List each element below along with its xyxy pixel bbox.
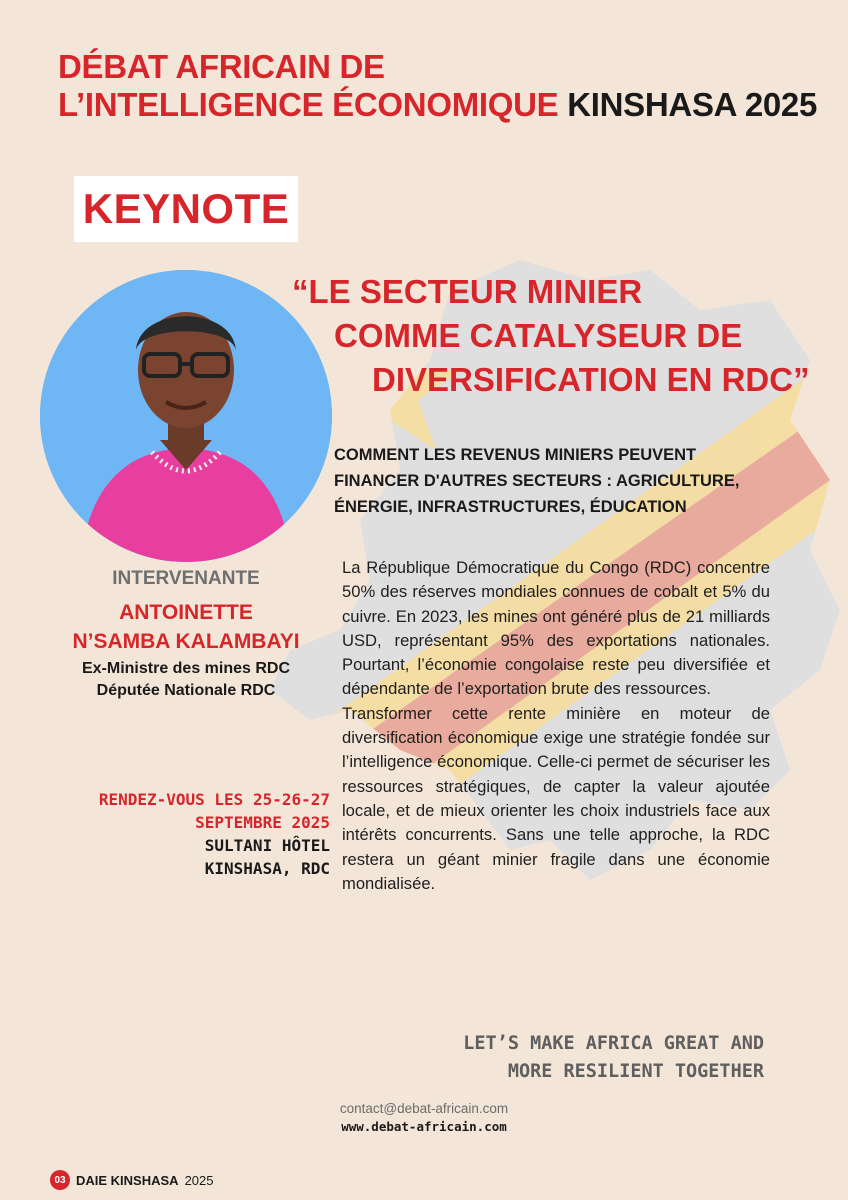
speaker-role-line2: Députée Nationale RDC — [96, 682, 276, 699]
title-line1: DÉBAT AFRICAIN DE — [58, 48, 385, 85]
event-title — [58, 48, 817, 124]
slogan — [463, 1030, 764, 1086]
title-line2-dark: KINSHASA 2025 — [567, 86, 818, 123]
contact-website[interactable]: www.debat-africain.com — [341, 1119, 507, 1134]
speaker-roles — [40, 658, 332, 702]
speaker-name-line2: N’SAMBA KALAMBAYI — [72, 630, 300, 653]
title-line2-red: L’INTELLIGENCE ÉCONOMIQUE — [58, 86, 559, 123]
quote-line2: COMME CATALYSEUR DE — [334, 317, 743, 354]
quote-line3: DIVERSIFICATION EN RDC” — [372, 361, 810, 398]
keynote-subtitle — [334, 442, 774, 520]
event-venue: SULTANI HÔTEL — [204, 836, 330, 855]
subtitle-line3: ÉNERGIE, INFRASTRUCTURES, ÉDUCATION — [334, 498, 687, 516]
speaker-portrait-icon — [40, 270, 332, 562]
slogan-line1: LET’S MAKE AFRICA GREAT AND — [463, 1033, 764, 1054]
event-details — [99, 788, 330, 880]
footer-brand: DAIE KINSHASA — [76, 1172, 179, 1188]
speaker-name-line1: ANTOINETTE — [119, 601, 253, 624]
speaker-label: INTERVENANTE — [112, 568, 260, 589]
slogan-line2: MORE RESILIENT TOGETHER — [507, 1061, 764, 1082]
description-paragraph2: Transformer cette rente minière en moteur de diversification économique exige une stratégie fondée sur l’intelligence économique. Celle-ci permet de sécuriser les ressources stratégiques, de capter la valeur ajoutée locale, et de mieux orienter les choix industriels face aux intérêts concurrents. Sans une telle approche, la RDC restera un géant minier fragile dans une économie mondialisée. — [342, 703, 770, 893]
description-paragraph1: La République Démocratique du Congo (RDC) concentre 50% des réserves mondiales connues de cobalt et 5% du cuivre. En 2023, les mines ont généré plus de 21 milliards USD, représentant 95% des exportations nationales. Pourtant, l’économie congolaise reste peu diversifiée et dépendante de l’exportation brute des ressources. — [342, 558, 770, 699]
event-date-line2: SEPTEMBRE 2025 — [195, 813, 330, 832]
event-city: KINSHASA, RDC — [204, 859, 330, 878]
contact-info — [0, 1100, 848, 1136]
footer-year: 2025 — [184, 1172, 214, 1188]
speaker-name — [40, 598, 332, 656]
keynote-badge — [74, 176, 298, 242]
page-number-badge: 03 — [50, 1170, 70, 1190]
event-date-line1: RENDEZ-VOUS LES 25-26-27 — [98, 790, 330, 809]
keynote-description — [342, 556, 770, 896]
speaker-photo — [40, 270, 332, 562]
subtitle-line1: COMMENT LES REVENUS MINIERS PEUVENT — [334, 446, 697, 464]
footer — [50, 1170, 214, 1190]
keynote-label: KEYNOTE — [82, 185, 290, 232]
speaker-role-line1: Ex-Ministre des mines RDC — [81, 660, 291, 677]
subtitle-line2: FINANCER D'AUTRES SECTEURS : AGRICULTURE, — [334, 472, 740, 490]
speaker-info — [40, 566, 332, 702]
quote-line1: “LE SECTEUR MINIER — [292, 273, 643, 310]
contact-email[interactable]: contact@debat-africain.com — [339, 1101, 509, 1116]
